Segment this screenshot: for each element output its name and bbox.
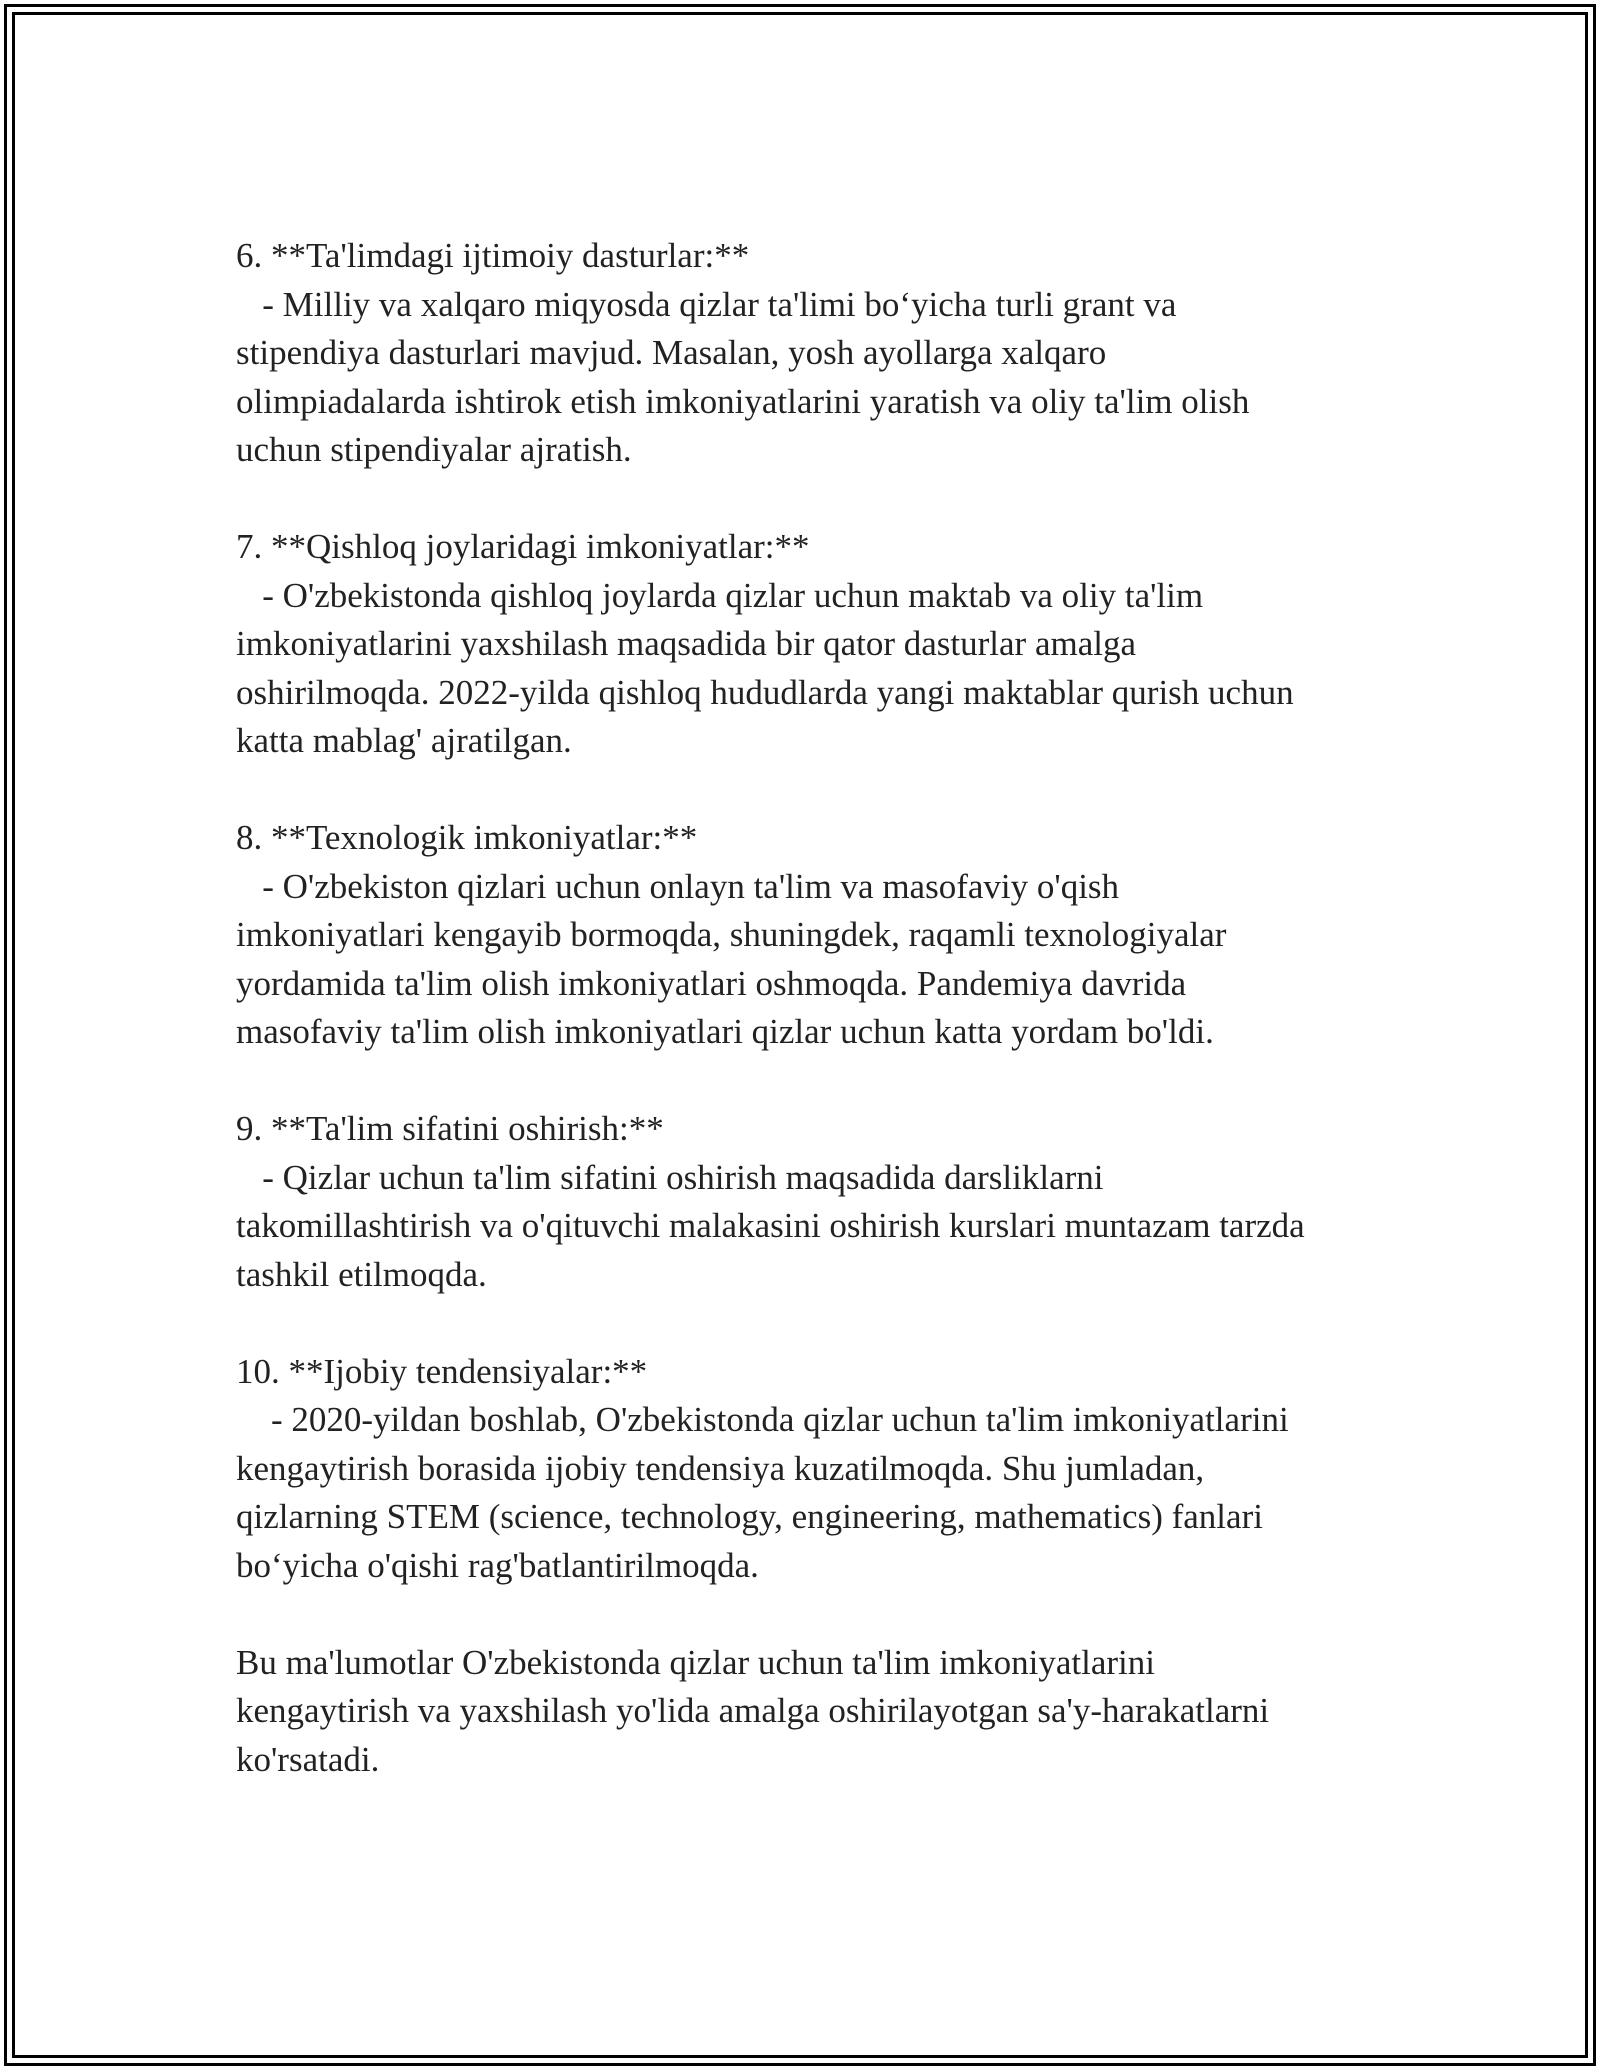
section-text-line: imkoniyatlari kengayib bormoqda, shuningdek, raqamli texnologiyalar <box>236 915 1227 954</box>
document-body <box>236 232 1376 1833</box>
section-heading: 9. **Ta'lim sifatini oshirish:** <box>236 1109 664 1148</box>
section-8 <box>236 814 1376 1057</box>
section-text-line: - O'zbekiston qizlari uchun onlayn ta'lim va masofaviy o'qish <box>236 866 1120 906</box>
section-text-line: - 2020-yildan boshlab, O'zbekistonda qizlar uchun ta'lim imkoniyatlarini <box>236 1400 1289 1439</box>
section-text-line: bo‘yicha o'qishi rag'batlantirilmoqda. <box>236 1545 759 1585</box>
section-text-line: kengaytirish borasida ijobiy tendensiya kuzatilmoqda. Shu jumladan, <box>236 1448 1205 1488</box>
section-text-line: tashkil etilmoqda. <box>236 1254 487 1294</box>
section-10 <box>236 1348 1376 1591</box>
section-text-line: olimpiadalarda ishtirok etish imkoniyatlarini yaratish va oliy ta'lim olish <box>236 381 1250 421</box>
section-text-line: takomillashtirish va o'qituvchi malakasini oshirish kurslari muntazam tarzda <box>236 1206 1305 1245</box>
conclusion-text-line: Bu ma'lumotlar O'zbekistonda qizlar uchun ta'lim imkoniyatlarini <box>236 1642 1155 1682</box>
conclusion-text-line: ko'rsatadi. <box>236 1739 380 1779</box>
section-text-line: uchun stipendiyalar ajratish. <box>236 430 632 469</box>
section-heading: 7. **Qishloq joylaridagi imkoniyatlar:** <box>236 527 810 566</box>
section-text-line: stipendiya dasturlari mavjud. Masalan, yosh ayollarga xalqaro <box>236 333 1107 372</box>
section-text-line: yordamida ta'lim olish imkoniyatlari oshmoqda. Pandemiya davrida <box>236 963 1187 1003</box>
section-heading: 8. **Texnologik imkoniyatlar:** <box>236 818 698 857</box>
section-text-line: imkoniyatlarini yaxshilash maqsadida bir qator dasturlar amalga <box>236 624 1137 663</box>
section-9 <box>236 1105 1376 1299</box>
section-text-line: masofaviy ta'lim olish imkoniyatlari qizlar uchun katta yordam bo'ldi. <box>236 1012 1214 1051</box>
section-heading: 6. **Ta'limdagi ijtimoiy dasturlar:** <box>236 236 750 275</box>
section-text-line: - O'zbekistonda qishloq joylarda qizlar uchun maktab va oliy ta'lim <box>236 575 1204 615</box>
section-heading: 10. **Ijobiy tendensiyalar:** <box>236 1351 648 1391</box>
section-text-line: qizlarning STEM (science, technology, engineering, mathematics) fanlari <box>236 1497 1263 1536</box>
section-text-line: oshirilmoqda. 2022-yilda qishloq hududlarda yangi maktablar qurish uchun <box>236 672 1294 712</box>
section-text-line: katta mablag' ajratilgan. <box>236 721 572 760</box>
conclusion-paragraph <box>236 1639 1376 1785</box>
section-text-line: - Milliy va xalqaro miqyosda qizlar ta'limi bo‘yicha turli grant va <box>236 284 1177 324</box>
section-text-line: - Qizlar uchun ta'lim sifatini oshirish maqsadida darsliklarni <box>236 1157 1104 1197</box>
section-7 <box>236 523 1376 766</box>
conclusion-text-line: kengaytirish va yaxshilash yo'lida amalga oshirilayotgan sa'y-harakatlarni <box>236 1691 1270 1730</box>
section-6 <box>236 232 1376 475</box>
